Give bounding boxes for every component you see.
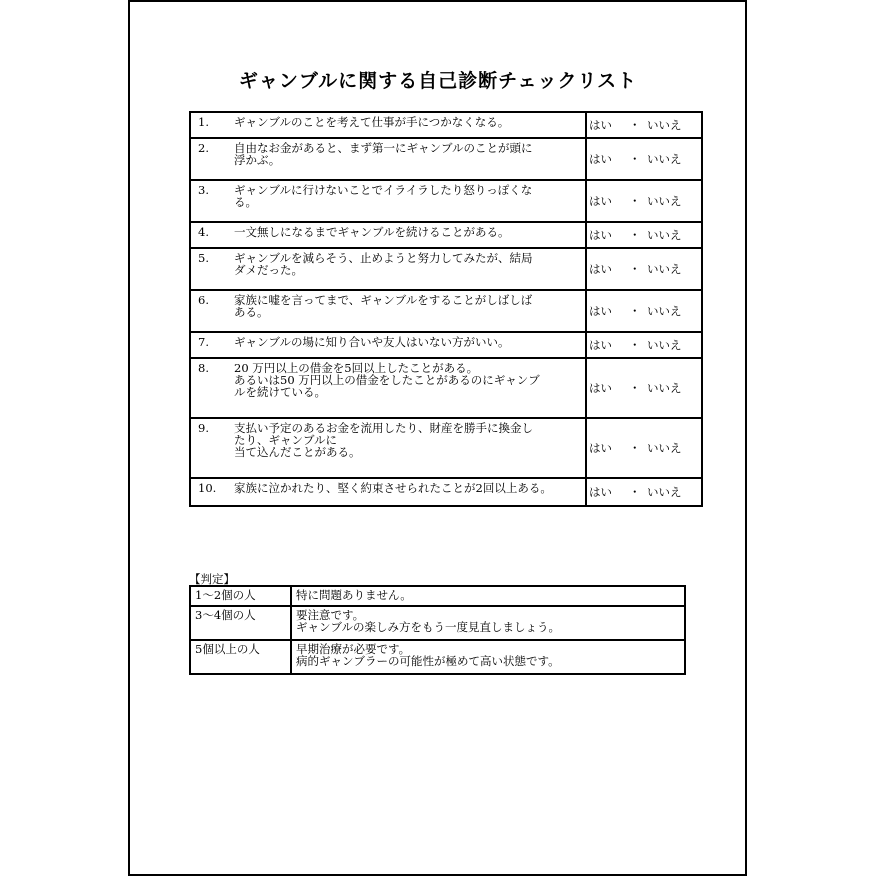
answer-cell	[586, 358, 702, 418]
judgement-line: ギャンブルの楽しみ方をもう一度見直しましょう。	[296, 620, 561, 634]
answer-cell	[586, 138, 702, 180]
judgement-line: 早期治療が必要です。	[296, 642, 411, 656]
judgement-row	[190, 606, 685, 640]
answer-no-option[interactable]: いいえ	[647, 194, 682, 208]
question-line: 当て込んだことがある。	[234, 445, 361, 459]
answer-no-option[interactable]: いいえ	[647, 304, 682, 318]
checklist-row	[190, 478, 702, 506]
answer-no-option[interactable]: いいえ	[647, 485, 682, 499]
question-text	[234, 116, 574, 128]
answer-yes-option[interactable]: はい	[589, 381, 612, 395]
question-cell	[190, 290, 586, 332]
question-cell	[190, 478, 586, 506]
answer-cell	[586, 112, 702, 138]
judgement-label: 【判定】	[189, 572, 235, 586]
answer-yes-option[interactable]: はい	[589, 194, 612, 208]
question-text	[234, 482, 574, 494]
judgement-count: 5個以上の人	[190, 640, 291, 674]
judgement-row	[190, 640, 685, 674]
judgement-count: 3～4個の人	[190, 606, 291, 640]
answer-no-option[interactable]: いいえ	[647, 338, 682, 352]
question-line: ギャンブルの場に知り合いや友人はいない方がいい。	[234, 335, 510, 349]
answer-yes-option[interactable]: はい	[589, 152, 612, 166]
answer-separator: ・	[629, 118, 641, 132]
question-line: ギャンブルを減らそう、止めようと努力してみたが、結局	[234, 251, 533, 265]
answer-no-option[interactable]: いいえ	[647, 228, 682, 242]
question-number: 8.	[198, 361, 209, 375]
answer-separator: ・	[629, 152, 641, 166]
question-number: 5.	[198, 251, 209, 265]
answer-yes-option[interactable]: はい	[589, 304, 612, 318]
checklist-row	[190, 358, 702, 418]
question-cell	[190, 180, 586, 222]
checklist-table	[189, 111, 703, 507]
question-cell	[190, 418, 586, 478]
question-number: 3.	[198, 183, 209, 197]
question-text	[234, 142, 574, 166]
answer-separator: ・	[629, 485, 641, 499]
answer-yes-option[interactable]: はい	[589, 262, 612, 276]
checklist-row	[190, 180, 702, 222]
question-text	[234, 294, 574, 318]
question-number: 9.	[198, 421, 209, 435]
question-text	[234, 422, 574, 458]
question-cell	[190, 222, 586, 248]
question-line: たり、ギャンブルに	[234, 433, 338, 447]
question-line: 20 万円以上の借金を5回以上したことがある。	[234, 361, 479, 375]
answer-yes-option[interactable]: はい	[589, 118, 612, 132]
judgement-result	[291, 640, 685, 674]
question-number: 6.	[198, 293, 209, 307]
answer-cell	[586, 222, 702, 248]
answer-no-option[interactable]: いいえ	[647, 118, 682, 132]
answer-yes-option[interactable]: はい	[589, 228, 612, 242]
question-line: ギャンブルに行けないことでイライラしたり怒りっぽくな	[234, 183, 533, 197]
judgement-result	[291, 606, 685, 640]
answer-separator: ・	[629, 194, 641, 208]
question-cell	[190, 332, 586, 358]
question-line: 家族に嘘を言ってまで、ギャンブルをすることがしばしば	[234, 293, 533, 307]
judgement-row	[190, 586, 685, 606]
checklist-row	[190, 222, 702, 248]
question-cell	[190, 358, 586, 418]
question-line: ある。	[234, 305, 269, 319]
question-number: 2.	[198, 141, 209, 155]
answer-cell	[586, 290, 702, 332]
question-number: 1.	[198, 115, 209, 129]
question-line: 家族に泣かれたり、堅く約束させられたことが2回以上ある。	[234, 481, 552, 495]
judgement-table	[189, 585, 686, 675]
checklist-row	[190, 418, 702, 478]
question-line: あるいは50 万円以上の借金をしたことがあるのにギャンブ	[234, 373, 540, 387]
answer-separator: ・	[629, 441, 641, 455]
judgement-result	[291, 586, 685, 606]
answer-no-option[interactable]: いいえ	[647, 152, 682, 166]
question-line: 一文無しになるまでギャンブルを続けることがある。	[234, 225, 510, 239]
question-line: 自由なお金があると、まず第一にギャンブルのことが頭に	[234, 141, 533, 155]
checklist-row	[190, 248, 702, 290]
question-cell	[190, 248, 586, 290]
answer-separator: ・	[629, 228, 641, 242]
question-number: 4.	[198, 225, 209, 239]
answer-yes-option[interactable]: はい	[589, 441, 612, 455]
question-line: 支払い予定のあるお金を流用したり、財産を勝手に換金し	[234, 421, 533, 435]
answer-yes-option[interactable]: はい	[589, 338, 612, 352]
checklist-row	[190, 290, 702, 332]
answer-cell	[586, 418, 702, 478]
question-line: ギャンブルのことを考えて仕事が手につかなくなる。	[234, 115, 510, 129]
answer-no-option[interactable]: いいえ	[647, 441, 682, 455]
question-line: る。	[234, 195, 257, 209]
answer-no-option[interactable]: いいえ	[647, 381, 682, 395]
checklist-row	[190, 332, 702, 358]
answer-yes-option[interactable]: はい	[589, 485, 612, 499]
judgement-line: 病的ギャンブラーの可能性が極めて高い状態です。	[296, 654, 560, 668]
answer-cell	[586, 478, 702, 506]
answer-separator: ・	[629, 262, 641, 276]
question-text	[234, 336, 574, 348]
question-line: ルを続けている。	[234, 385, 326, 399]
judgement-line: 要注意です。	[296, 608, 365, 622]
judgement-count: 1～2個の人	[190, 586, 291, 606]
question-text	[234, 252, 574, 276]
question-line: 浮かぶ。	[234, 153, 281, 167]
checklist-row	[190, 112, 702, 138]
question-number: 7.	[198, 335, 209, 349]
checklist-row	[190, 138, 702, 180]
judgement-line: 特に問題ありません。	[296, 588, 412, 602]
answer-separator: ・	[629, 381, 641, 395]
answer-separator: ・	[629, 338, 641, 352]
question-number: 10.	[198, 481, 217, 495]
question-text	[234, 184, 574, 208]
answer-cell	[586, 332, 702, 358]
question-text	[234, 362, 574, 398]
question-line: ダメだった。	[234, 263, 303, 277]
answer-cell	[586, 248, 702, 290]
page-title: ギャンブルに関する自己診断チェックリスト	[238, 70, 638, 92]
answer-separator: ・	[629, 304, 641, 318]
question-cell	[190, 112, 586, 138]
question-cell	[190, 138, 586, 180]
question-text	[234, 226, 574, 238]
answer-cell	[586, 180, 702, 222]
answer-no-option[interactable]: いいえ	[647, 262, 682, 276]
